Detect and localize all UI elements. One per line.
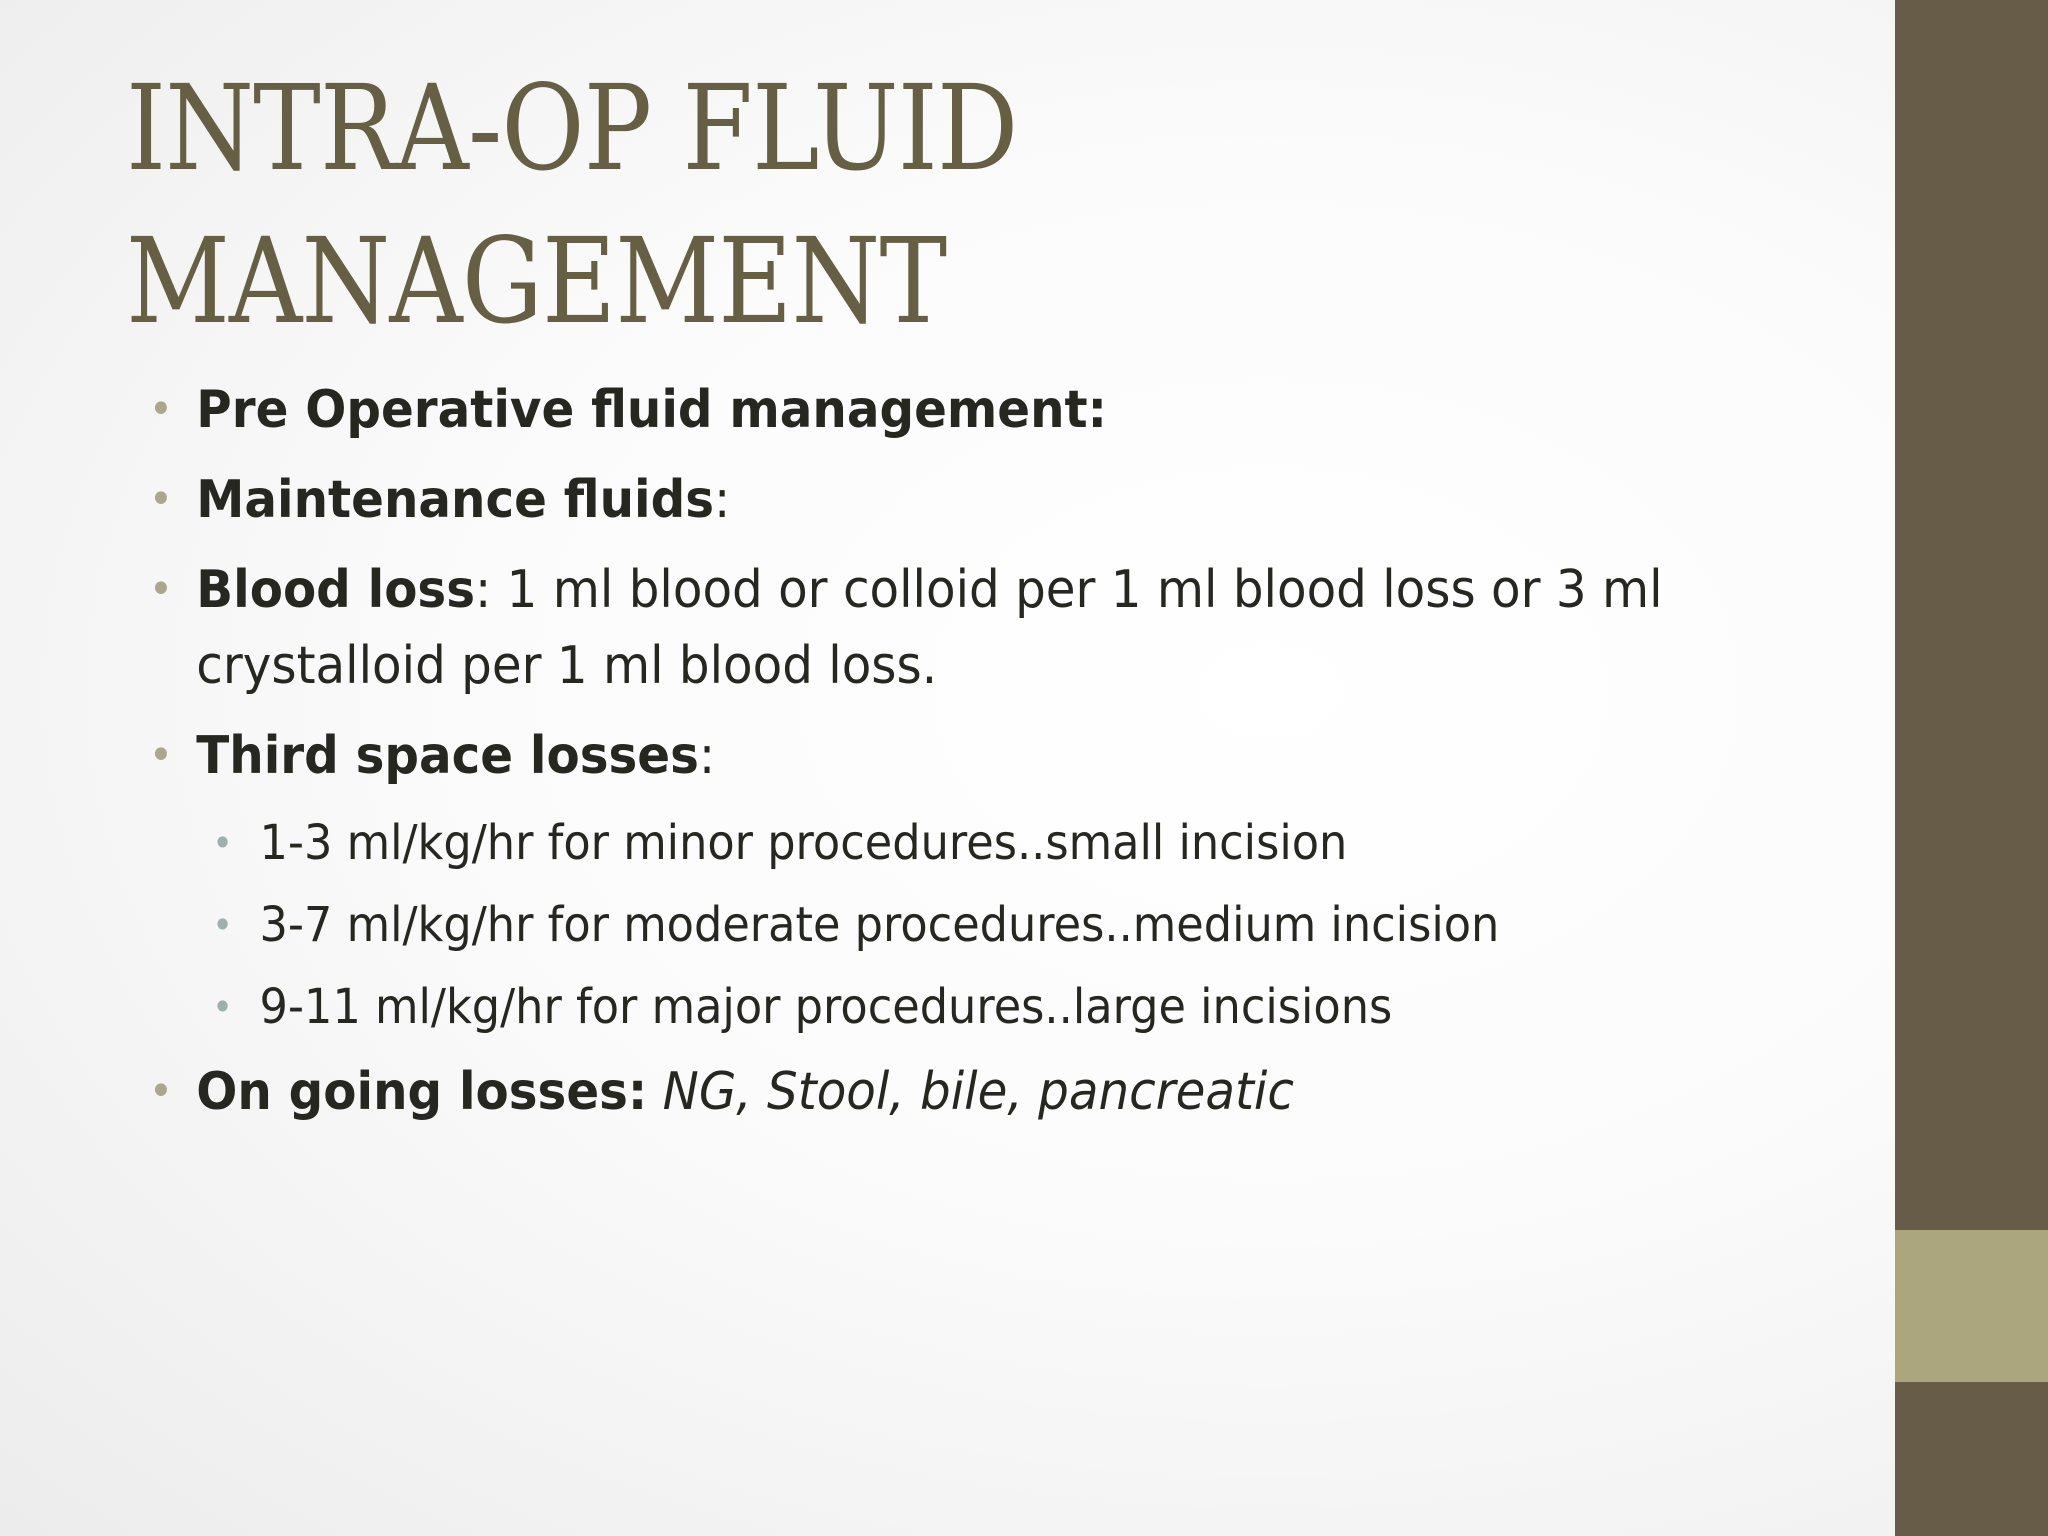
bullet-dot-icon: • (148, 384, 173, 435)
bullet-blood-loss (147, 552, 1852, 704)
bullet-dot-icon: • (148, 474, 173, 525)
bullet-text: : (698, 726, 716, 786)
bullet-label: On going losses: (196, 1062, 648, 1122)
bullet-dot-icon: • (148, 730, 173, 781)
bullet-ongoing-losses (147, 1054, 1852, 1130)
bullet-list (147, 372, 1747, 1144)
bullet-pre-operative (147, 372, 1852, 448)
side-accent-block (1895, 1230, 2048, 1382)
bullet-dot-icon: • (148, 564, 173, 615)
sub-bullet-text: 3-7 ml/kg/hr for moderate procedures..medium incision (259, 897, 1500, 953)
slide-title (126, 52, 1330, 358)
sub-bullet-minor (147, 808, 1841, 878)
sub-bullet-text: 9-11 ml/kg/hr for major procedures..large incisions (259, 979, 1393, 1035)
bullet-label: Maintenance fluids (196, 470, 715, 530)
title-line-2: MANAGEMENT (126, 212, 947, 350)
title-line-1: INTRA-OP FLUID (126, 59, 1018, 197)
bullet-text: NG, Stool, bile, pancreatic (662, 1062, 1294, 1122)
bullet-third-space-losses (147, 718, 1852, 794)
bullet-label: Third space losses (196, 726, 699, 786)
bullet-text: : 1 ml blood or colloid per 1 ml blood loss or 3 ml crystalloid per 1 ml blood loss. (196, 560, 1663, 696)
side-decoration-bar (1895, 0, 2048, 1536)
bullet-maintenance-fluids (147, 462, 1852, 538)
sub-bullet-major (147, 972, 1841, 1042)
sub-bullet-text: 1-3 ml/kg/hr for minor procedures..small incision (259, 815, 1348, 871)
bullet-label: Pre Operative fluid management: (196, 380, 1107, 440)
sub-bullet-dot-icon: • (212, 903, 233, 947)
bullet-label: Blood loss (196, 560, 475, 620)
sub-bullet-dot-icon: • (212, 985, 233, 1029)
sub-bullet-moderate (147, 890, 1841, 960)
bullet-text: : (714, 470, 731, 530)
sub-bullet-dot-icon: • (212, 821, 233, 865)
bullet-dot-icon: • (148, 1066, 173, 1117)
